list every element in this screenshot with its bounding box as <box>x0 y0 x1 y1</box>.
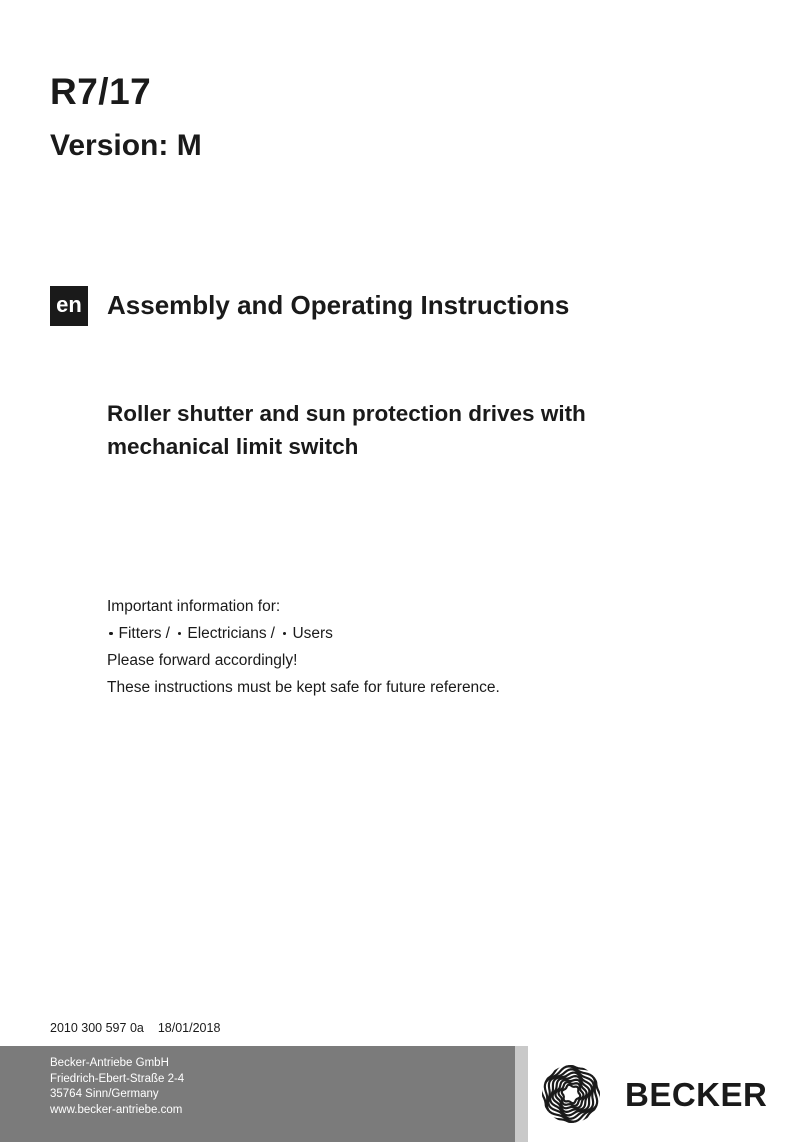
footer-divider-strip <box>515 1046 528 1142</box>
audience-item: Fitters <box>118 625 162 642</box>
version-label: Version: M <box>50 129 202 162</box>
company-website: www.becker-antriebe.com <box>50 1103 183 1116</box>
audience-separator: / <box>270 625 275 642</box>
company-street: Friedrich-Ebert-Straße 2-4 <box>50 1072 185 1085</box>
subtitle-line-2: mechanical limit switch <box>107 434 359 459</box>
audience-item: Users <box>292 625 333 642</box>
bullet-icon <box>109 632 113 636</box>
audience-separator: / <box>165 625 170 642</box>
forward-note: Please forward accordingly! <box>107 652 298 669</box>
audience-list <box>107 620 500 647</box>
company-city: 35764 Sinn/Germany <box>50 1088 159 1100</box>
important-info-block <box>107 593 500 701</box>
language-badge: en <box>50 286 88 326</box>
subtitle-line-1: Roller shutter and sun protection drives with <box>107 401 586 426</box>
becker-logo <box>541 1064 767 1124</box>
logo-wordmark: BECKER <box>625 1075 768 1113</box>
keep-safe-note: These instructions must be kept safe for future reference. <box>107 679 500 696</box>
document-subtitle <box>107 397 707 463</box>
bullet-icon <box>178 632 182 636</box>
document-reference <box>50 1021 220 1035</box>
bullet-icon <box>283 632 287 636</box>
becker-spiral-logo-icon <box>541 1064 601 1124</box>
important-info-heading: Important information for: <box>107 598 281 615</box>
document-date: 18/01/2018 <box>157 1021 221 1035</box>
document-title: Assembly and Operating Instructions <box>107 290 570 320</box>
company-name: Becker-Antriebe GmbH <box>50 1057 169 1069</box>
company-address <box>50 1056 184 1118</box>
audience-item: Electricians <box>187 625 267 642</box>
model-title: R7/17 <box>50 71 152 112</box>
document-number: 2010 300 597 0a <box>50 1021 144 1035</box>
